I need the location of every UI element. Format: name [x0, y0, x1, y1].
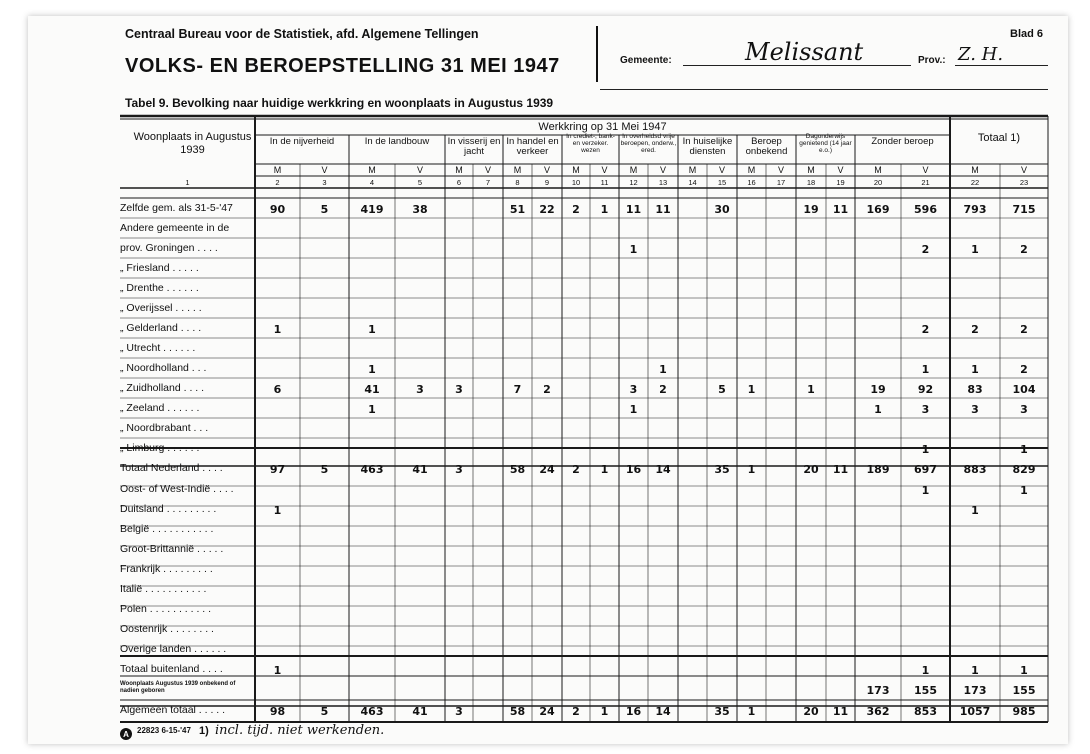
table-cell[interactable]: 6 [273, 383, 282, 396]
col-number: 9 [544, 178, 550, 187]
table-cell[interactable]: 35 [714, 705, 730, 718]
table-cell[interactable]: 1 [921, 484, 930, 497]
table-cell[interactable]: 1 [874, 403, 882, 416]
row-label: Totaal buitenland . . . . [120, 663, 223, 675]
table-cell[interactable]: 1 [747, 705, 756, 718]
table-cell[interactable]: 853 [914, 705, 937, 718]
table-cell[interactable]: 22 [539, 203, 555, 216]
table-cell[interactable]: 11 [625, 203, 642, 216]
table-cell[interactable]: 2 [543, 383, 551, 396]
woonplaats-header: Woonplaats in Augustus 1939 [133, 131, 252, 156]
table-cell[interactable]: 5 [320, 705, 329, 718]
table-cell[interactable]: 596 [914, 203, 937, 216]
table-cell[interactable]: 1 [921, 443, 930, 456]
table-cell[interactable]: 30 [714, 203, 730, 216]
group-header-4: In handel en verkeer [506, 136, 559, 157]
mv-label: V [484, 165, 491, 175]
col-number: 17 [776, 178, 786, 187]
table-cell[interactable]: 5 [320, 463, 329, 476]
table-cell[interactable]: 41 [412, 463, 428, 476]
row-label: „ Drenthe . . . . . . [120, 282, 199, 294]
table-cell[interactable]: 1 [1020, 484, 1028, 497]
svg-text:A: A [123, 730, 129, 739]
row-label: Frankrijk . . . . . . . . . [120, 563, 213, 575]
table-cell[interactable]: 14 [655, 463, 671, 476]
row-label: Oostenrijk . . . . . . . . [120, 623, 214, 635]
table-cell[interactable]: 38 [412, 203, 428, 216]
province-value[interactable]: Z. H. [958, 44, 1004, 65]
table-cell[interactable]: 83 [967, 383, 983, 396]
col-number: 14 [688, 178, 697, 187]
col-number: 13 [658, 178, 668, 187]
table-cell[interactable]: 1 [971, 664, 979, 677]
province-label: Prov.: [918, 55, 946, 66]
table-cell[interactable]: 90 [269, 203, 286, 216]
table-cell[interactable]: 58 [509, 705, 526, 718]
group-header-3: In visserij en jacht [447, 136, 501, 157]
mv-label: V [416, 165, 423, 175]
table-cell[interactable]: 1 [273, 323, 282, 336]
table-cell[interactable]: 1 [747, 383, 756, 396]
row-label: Oost- of West-Indië . . . . [120, 483, 234, 495]
mv-label: V [321, 165, 328, 175]
table-cell[interactable]: 2 [921, 243, 930, 256]
col-number: 5 [417, 178, 423, 187]
table-cell[interactable]: 19 [803, 203, 819, 216]
group-header-10: Zonder beroep [871, 136, 934, 147]
table-cell[interactable]: 1 [600, 203, 609, 216]
row-label: „ Noordholland . . . [120, 362, 207, 374]
table-cell[interactable]: 98 [269, 705, 286, 718]
table-cell[interactable]: 173 [963, 684, 987, 697]
table-cell[interactable]: 362 [866, 705, 890, 718]
footnote-marker: 1) [199, 725, 209, 737]
table-cell[interactable]: 11 [832, 463, 849, 476]
table-cell[interactable]: 715 [1012, 203, 1036, 216]
table-cell[interactable]: 1 [807, 383, 815, 396]
mv-label: M [807, 165, 815, 175]
table-cell[interactable]: 24 [539, 705, 555, 718]
table-cell[interactable]: 2 [921, 323, 930, 336]
table-cell[interactable]: 5 [718, 383, 726, 396]
table-cell[interactable]: 2 [1020, 363, 1028, 376]
table-cell[interactable]: 1 [368, 323, 376, 336]
table-cell[interactable]: 1 [1020, 664, 1028, 677]
table-cell[interactable]: 829 [1012, 463, 1036, 476]
table-cell[interactable]: 20 [803, 705, 819, 718]
table-cell[interactable]: 16 [625, 705, 642, 718]
row-label: Zelfde gem. als 31-5-'47 [120, 202, 233, 214]
sheet-number: Blad 6 [1010, 28, 1044, 40]
table-cell[interactable]: 697 [914, 463, 937, 476]
row-label: „ Gelderland . . . . [120, 322, 202, 334]
group-header-9: Dagonderwijs genietend (14 jaar e.o.) [799, 133, 852, 154]
row-label: „ Utrecht . . . . . . [120, 342, 196, 354]
mv-label: M [368, 165, 376, 175]
table-cell[interactable]: 169 [866, 203, 890, 216]
col-number: 10 [571, 178, 581, 187]
row-label: Groot-Brittannië . . . . . [120, 543, 224, 555]
mv-label: V [718, 165, 725, 175]
table-cell[interactable]: 41 [412, 705, 428, 718]
row-label: „ Zuidholland . . . . [120, 382, 205, 394]
table-cell[interactable]: 2 [572, 705, 580, 718]
table-cell[interactable]: 92 [917, 383, 934, 396]
table-cell[interactable]: 1 [600, 463, 609, 476]
table-cell[interactable]: 2 [971, 323, 979, 336]
table-cell[interactable]: 463 [360, 705, 384, 718]
col-number: 20 [873, 178, 883, 187]
table-cell[interactable]: 11 [832, 705, 849, 718]
col-number: 21 [921, 178, 930, 187]
col-number: 6 [456, 178, 462, 187]
table-cell[interactable]: 58 [509, 463, 526, 476]
row-label: Overige landen . . . . . . [120, 643, 227, 655]
bureau-name: Centraal Bureau voor de Statistiek, afd. Algemene Tellingen [125, 27, 479, 41]
col-number: 15 [717, 178, 727, 187]
col-number: 19 [836, 178, 845, 187]
table-cell[interactable]: 51 [509, 203, 526, 216]
table-cell[interactable]: 3 [455, 463, 463, 476]
form-code: 22823 6-15-'47 [137, 726, 191, 735]
table-cell[interactable]: 463 [360, 463, 384, 476]
row-label: „ Limburg . . . . . . [120, 442, 200, 454]
table-cell[interactable]: 11 [832, 203, 849, 216]
table-cell[interactable]: 7 [513, 383, 522, 396]
row-label: „ Noordbrabant . . . [120, 422, 209, 434]
table-cell[interactable]: 14 [655, 705, 671, 718]
table-cell[interactable]: 5 [320, 203, 329, 216]
table-cell[interactable]: 1 [368, 403, 376, 416]
table-cell[interactable]: 1 [747, 463, 756, 476]
row-label: „ Overijssel . . . . . [120, 302, 202, 314]
col-number: 1 [185, 178, 190, 187]
row-label: prov. Groningen . . . . [120, 242, 218, 254]
row-label: Italië . . . . . . . . . . . [120, 583, 207, 595]
table-cell[interactable]: 41 [364, 383, 380, 396]
table-cell[interactable]: 19 [870, 383, 886, 396]
mv-label: M [513, 165, 522, 175]
table-cell[interactable]: 1 [600, 705, 609, 718]
row-label: Polen . . . . . . . . . . . [120, 603, 212, 615]
table-cell[interactable]: 3 [1020, 403, 1028, 416]
table-cell[interactable]: 3 [971, 403, 979, 416]
row-label: Duitsland . . . . . . . . . [120, 503, 217, 515]
row-label: België . . . . . . . . . . . [120, 523, 214, 535]
col-number: 4 [369, 178, 375, 187]
mv-label: V [922, 165, 929, 175]
group-header-8: Beroep onbekend [745, 136, 788, 157]
mv-label: M [971, 165, 979, 175]
table-cell[interactable]: 1 [273, 504, 282, 517]
group-header-7: In huiselijke diensten [682, 136, 733, 157]
mv-label: V [777, 165, 784, 175]
table-cell[interactable]: 419 [360, 203, 384, 216]
table-cell[interactable]: 97 [269, 463, 286, 476]
table-cell[interactable]: 883 [963, 463, 987, 476]
row-label: Totaal Nederland . . . . [120, 462, 223, 474]
table-cell[interactable]: 1 [971, 363, 979, 376]
col-number: 18 [806, 178, 816, 187]
col-number: 3 [322, 178, 327, 187]
table-cell[interactable]: 24 [539, 463, 555, 476]
mv-label: V [1020, 165, 1027, 175]
table-cell[interactable]: 1 [273, 664, 282, 677]
table-cell[interactable]: 1 [1020, 443, 1028, 456]
table-cell[interactable]: 3 [455, 705, 463, 718]
row-label: „ Zeeland . . . . . . [120, 402, 200, 414]
table-cell[interactable]: 2 [572, 463, 580, 476]
circle-logo-icon [119, 727, 133, 741]
mv-label: M [455, 165, 463, 175]
table-cell[interactable]: 155 [1012, 684, 1036, 697]
mv-label: M [874, 165, 882, 175]
table-title: Tabel 9. Bevolking naar huidige werkkring en woonplaats in Augustus 1939 [125, 96, 554, 110]
mv-label: V [659, 165, 666, 175]
table-cell[interactable]: 1 [629, 403, 638, 416]
mv-label: M [629, 165, 638, 175]
table-cell[interactable]: 2 [1020, 323, 1028, 336]
gemeente-label: Gemeente: [620, 55, 672, 66]
table-cell[interactable]: 1 [921, 363, 930, 376]
col-number: 7 [485, 178, 491, 187]
table-cell[interactable]: 3 [416, 383, 424, 396]
row-label: Andere gemeente in de [120, 222, 230, 234]
col-number: 16 [747, 178, 756, 187]
table-cell[interactable]: 155 [914, 684, 937, 697]
table-cell[interactable]: 189 [866, 463, 890, 476]
table-cell[interactable]: 104 [1012, 383, 1036, 396]
group-header-2: In de landbouw [364, 136, 430, 147]
table-cell[interactable]: 985 [1012, 705, 1036, 718]
mv-label: M [572, 165, 580, 175]
gemeente-value[interactable]: Melissant [745, 38, 864, 66]
table-cell[interactable]: 1 [659, 363, 667, 376]
table-cell[interactable]: 11 [655, 203, 671, 216]
col-number: 23 [1019, 178, 1029, 187]
table-cell[interactable]: 1 [629, 243, 638, 256]
table-cell[interactable]: 1 [971, 243, 979, 256]
row-label: Algemeen totaal . . . . . [120, 704, 226, 716]
table-cell[interactable]: 1 [921, 664, 930, 677]
row-label: Woonplaats Augustus 1939 onbekend of nadien geboren [120, 681, 236, 694]
col-number: 12 [629, 178, 638, 187]
col-number: 22 [970, 178, 980, 187]
table-cell[interactable]: 3 [921, 403, 930, 416]
table-cell[interactable]: 20 [803, 463, 819, 476]
table-cell[interactable]: 1 [971, 504, 979, 517]
mv-label: V [601, 165, 608, 175]
table-cell[interactable]: 2 [1020, 243, 1028, 256]
table-cell[interactable]: 2 [572, 203, 580, 216]
table-cell[interactable]: 1057 [959, 705, 991, 718]
mv-label: M [688, 165, 697, 175]
table-cell[interactable]: 3 [455, 383, 463, 396]
table-cell[interactable]: 173 [866, 684, 890, 697]
table-cell[interactable]: 793 [963, 203, 987, 216]
col-number: 11 [600, 178, 609, 187]
table-cell[interactable]: 2 [659, 383, 667, 396]
mv-label: V [837, 165, 844, 175]
footnote-handwritten: incl. tijd. niet werkenden. [215, 723, 385, 738]
totaal-header: Totaal 1) [977, 132, 1021, 144]
table-cell[interactable]: 3 [629, 383, 638, 396]
group-header-6: In overheidsd vrije beroepen, onderw., ered. [620, 133, 677, 154]
mv-label: M [273, 165, 282, 175]
table-cell[interactable]: 35 [714, 463, 730, 476]
mv-label: V [543, 165, 550, 175]
form-title: VOLKS- EN BEROEPSTELLING 31 MEI 1947 [125, 55, 560, 77]
col-number: 8 [515, 178, 520, 187]
group-header-1: In de nijverheid [269, 136, 335, 147]
mv-label: M [747, 165, 756, 175]
col-number: 2 [275, 178, 280, 187]
werkkring-header: Werkkring op 31 Mei 1947 [538, 121, 667, 133]
table-cell[interactable]: 16 [625, 463, 642, 476]
row-label: „ Friesland . . . . . [120, 262, 199, 274]
group-header-5: In crediet-, bank- en verzeker. wezen [566, 133, 615, 154]
table-cell[interactable]: 1 [368, 363, 376, 376]
